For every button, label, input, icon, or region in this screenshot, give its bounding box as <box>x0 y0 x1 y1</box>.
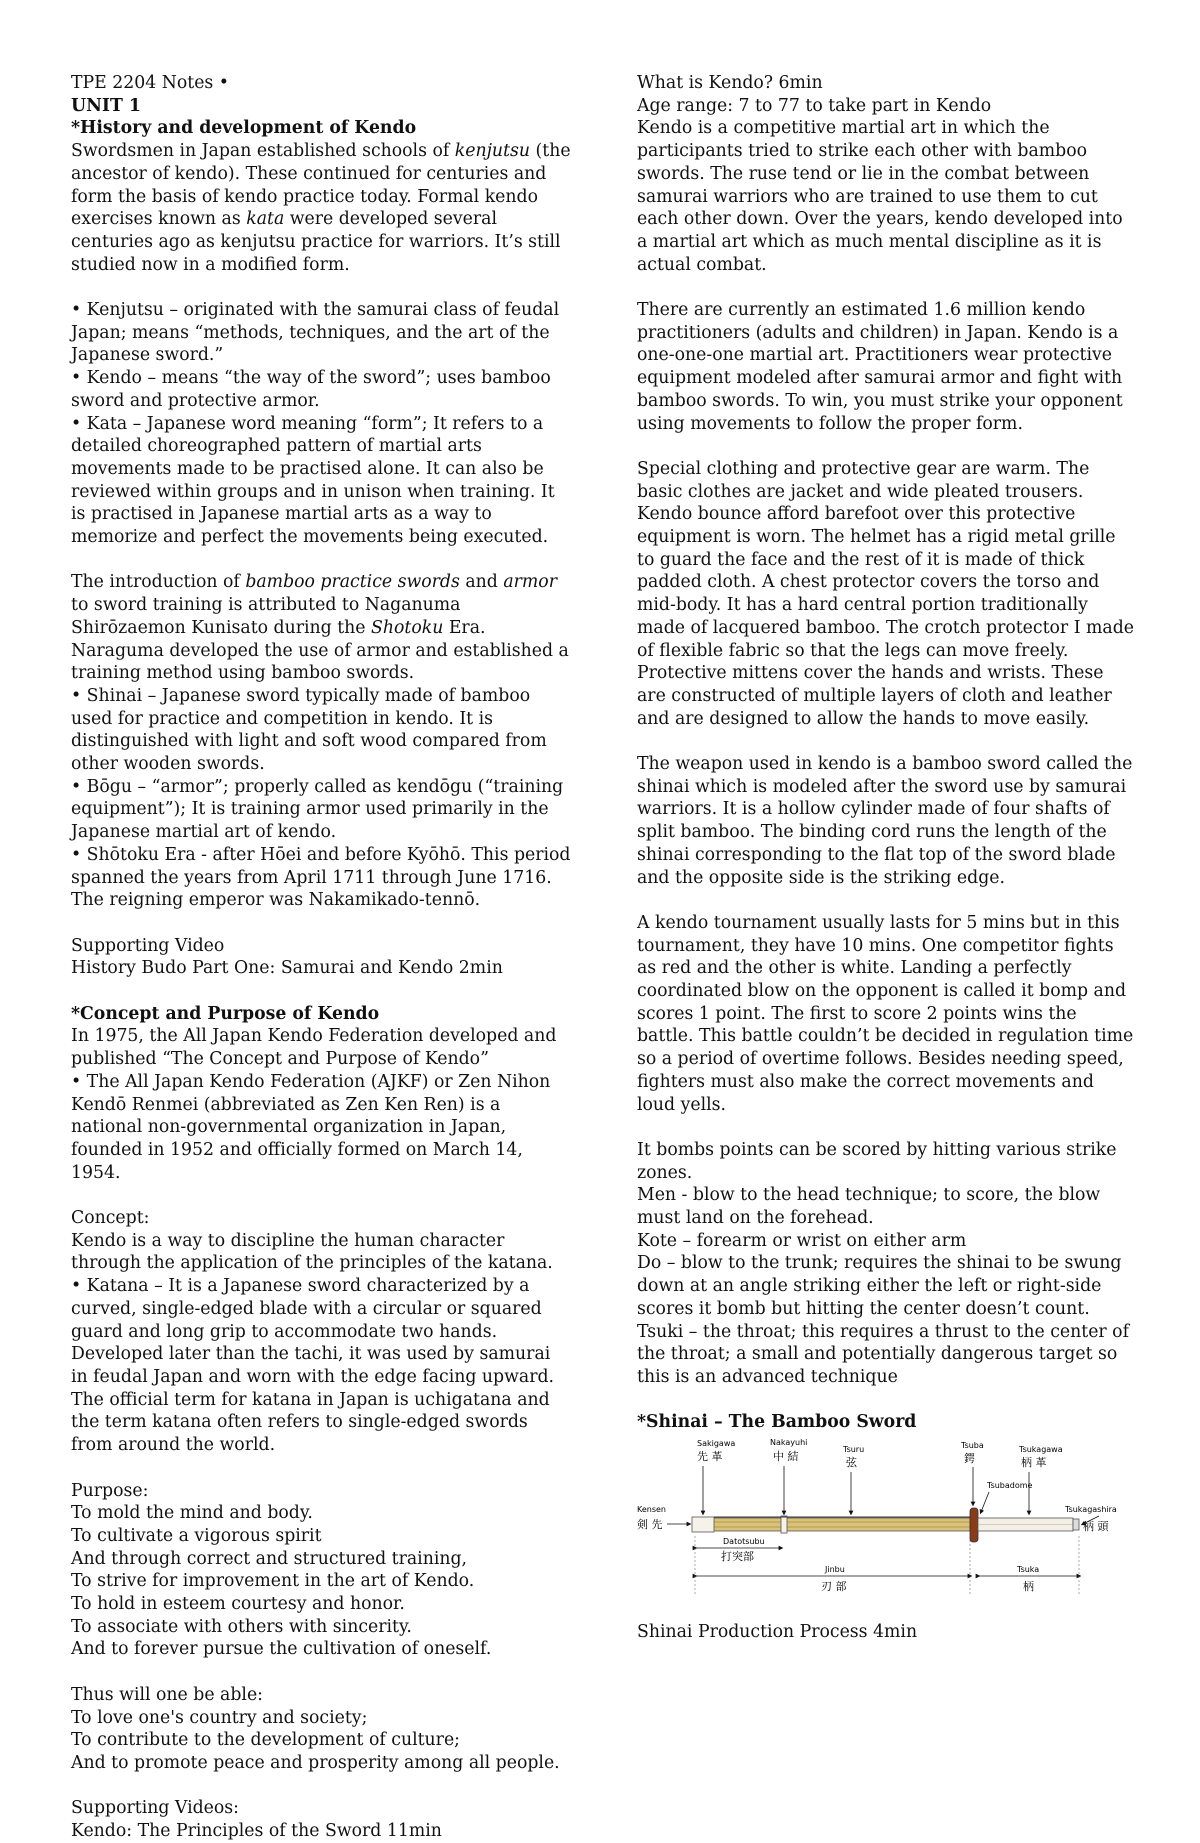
katana-bullet: • Katana – It is a Japanese sword characterized by a curved, single-edged blade with a circular or squared guard and long grip to accommodate two hands. Developed later than the tachi, it was used by samurai in feudal Japan and worn with the edge facing upward. The official term for katana in Japan is uchigatana and the term katana often refers to single-edged swords from around the world. <box>71 1276 555 1456</box>
purpose-line: To mold the mind and body. <box>71 1503 313 1524</box>
label-sakigawa-kanji: 先 革 <box>697 1450 723 1464</box>
sakigawa-tip <box>692 1517 714 1532</box>
purpose-line: To hold in esteem courtesy and honor. <box>71 1594 405 1615</box>
supporting-videos-title: Kendo: The Principles of the Sword 11min <box>71 1821 442 1842</box>
nakayuhi-binding <box>781 1516 787 1533</box>
label-tsuka: Tsuka <box>1017 1565 1040 1575</box>
label-jinbu-kanji: 刃 部 <box>821 1580 847 1594</box>
label-tsukagawa-kanji: 柄 革 <box>1021 1456 1047 1470</box>
supporting-video-title: History Budo Part One: Samurai and Kendo 2min <box>71 958 503 979</box>
label-tsukagashira: Tsukagashira <box>1065 1505 1117 1515</box>
unit-heading: UNIT 1 <box>71 95 141 116</box>
purpose-line: And to forever pursue the cultivation of oneself. <box>71 1639 492 1660</box>
label-datotsubu: Datotsubu <box>723 1537 765 1547</box>
strike-zone-do: Do – blow to the trunk; requires the shinai to be swung down at an angle striking either the left or right-side scores it bomb but hitting the center doesn’t count. <box>637 1253 1122 1319</box>
thus-line: To contribute to the development of culture; <box>71 1730 460 1751</box>
history-paragraph-2: The introduction of bamboo practice swords and armor to sword training is attributed to Naganuma Shirōzaemon Kunisato during the Shotoku Era. Naraguma developed the use of armor and established a training method using bamboo swords. <box>71 572 569 684</box>
thus-line: To love one's country and society; <box>71 1707 368 1728</box>
left-column <box>71 72 571 1843</box>
notes-header: TPE 2204 Notes • <box>71 73 229 93</box>
kata-bullet: • Kata – Japanese word meaning “form”; It refers to a detailed choreographed pattern of martial arts movements made to be practised alone. It can also be reviewed within groups and in unison when training. It is practised in Japanese martial arts as a way to memorize and perfect the movements being executed. <box>71 413 555 548</box>
label-tsukagashira-kanji: 柄 頭 <box>1083 1520 1109 1534</box>
purpose-label: Purpose: <box>71 1480 149 1501</box>
kendo-paragraph-1: Kendo is a competitive martial art in which the participants tried to strike each other with bamboo swords. The ruse tend or lie in the combat between samurai warriors who are trained to use them to cut each other down. Over the years, kendo developed into a martial art which as much mental discipline as it is actual combat. <box>637 118 1123 275</box>
ajkf-bullet: • The All Japan Kendo Federation (AJKF) or Zen Nihon Kendō Renmei (abbreviated as Zen Ken Ren) is a national non-governmental organization in Japan, founded in 1952 and officially formed on March 14, 1954. <box>71 1071 551 1183</box>
label-tsuka-kanji: 柄 <box>1023 1580 1034 1594</box>
concept-label: Concept: <box>71 1208 150 1229</box>
shinai-diagram <box>637 1436 1117 1606</box>
concept-paragraph: In 1975, the All Japan Kendo Federation developed and published “The Concept and Purpose of Kendo” <box>71 1026 557 1070</box>
label-nakayuhi: Nakayuhi <box>770 1438 808 1448</box>
label-datotsubu-kanji: 打突部 <box>721 1550 754 1564</box>
label-jinbu: Jinbu <box>825 1565 845 1575</box>
kendo-paragraph-4: The weapon used in kendo is a bamboo sword called the shinai which is modeled after the sword use by samurai warriors. It is a hollow cylinder made of four shafts of split bamboo. The binding cord runs the length of the shinai corresponding to the flat top of the sword blade and the opposite side is the striking edge. <box>637 754 1133 888</box>
history-heading: *History and development of Kendo <box>71 118 417 139</box>
purpose-line: To associate with others with sincerity. <box>71 1616 412 1637</box>
purpose-line: To cultivate a vigorous spirit <box>71 1525 322 1546</box>
label-kensen: Kensen <box>637 1505 666 1515</box>
label-tsuru-kanji: 弦 <box>846 1456 857 1470</box>
label-tsuba-kanji: 鍔 <box>964 1452 975 1466</box>
tsukagashira-cap <box>1073 1519 1079 1530</box>
kendo-paragraph-2: There are currently an estimated 1.6 million kendo practitioners (adults and children) in Japan. Kendo is a one-one-one martial art. Practitioners wear protective equipment modeled after samurai armor and fight with bamboo swords. To win, you must strike your opponent using movements to follow the proper form. <box>637 300 1123 434</box>
shinai-heading: *Shinai – The Bamboo Sword <box>637 1412 917 1433</box>
purpose-line: And through correct and structured training, <box>71 1548 468 1569</box>
label-nakayuhi-kanji: 中 結 <box>773 1450 799 1464</box>
kendo-bullet: • Kendo – means “the way of the sword”; uses bamboo sword and protective armor. <box>71 368 551 411</box>
label-tsuba: Tsuba <box>961 1441 984 1451</box>
what-is-kendo-title: What is Kendo? 6min <box>637 73 823 93</box>
label-sakigawa: Sakigawa <box>697 1439 736 1449</box>
shotoku-bullet: • Shōtoku Era - after Hōei and before Kyōhō. This period spanned the years from April 1711 through June 1716. The reigning emperor was Nakamikado-tennō. <box>71 844 571 911</box>
shinai-production-video: Shinai Production Process 4min <box>637 1621 918 1642</box>
thus-line: And to promote peace and prosperity among all people. <box>71 1752 560 1773</box>
tsuba-guard <box>970 1508 978 1542</box>
kendo-paragraph-5: A kendo tournament usually lasts for 5 mins but in this tournament, they have 10 mins. One competitor fights as red and the other is white. Landing a perfectly coordinated blow on the opponent is called it bomp and scores 1 point. The first to score 2 points wins the battle. This battle couldn’t be decided in regulation time so a period of overtime follows. Besides needing speed, fighters must also make the correct movements and loud yells. <box>637 912 1134 1115</box>
pointer-tsubadome <box>981 1492 989 1512</box>
kendo-paragraph-3: Special clothing and protective gear are warm. The basic clothes are jacket and wide pleated trousers. Kendo bounce afford barefoot over this protective equipment is worn. The helmet has a rigid metal grille to guard the face and the rest of it is made of thick padded cloth. A chest protector covers the torso and mid-body. It has a hard central portion traditionally made of lacquered bamboo. The crotch protector I made of flexible fabric so that the legs can move freely. Protective mittens cover the hands and wrists. These are constructed of multiple layers of cloth and leather and are designed to allow the hands to move easily. <box>637 458 1134 729</box>
supporting-video-label: Supporting Video <box>71 935 225 956</box>
label-tsubadome: Tsubadome <box>987 1481 1033 1491</box>
bogu-bullet: • Bōgu – “armor”; properly called as kendōgu (“training equipment”); It is training armor used primarily in the Japanese martial art of kendo. <box>71 776 564 843</box>
concept-text: Kendo is a way to discipline the human character through the application of the principles of the katana. <box>71 1230 553 1274</box>
right-column <box>637 72 1137 1644</box>
strike-zones-intro: It bombs points can be scored by hitting various strike zones. <box>637 1139 1117 1183</box>
concept-heading: *Concept and Purpose of Kendo <box>71 1003 380 1024</box>
label-kensen-kanji: 剣 先 <box>637 1518 663 1532</box>
strike-zone-men: Men - blow to the head technique; to score, the blow must land on the forehead. <box>637 1185 1101 1229</box>
history-paragraph-1: Swordsmen in Japan established schools of kenjutsu (the ancestor of kendo). These continued for centuries and form the basis of kendo practice today. Formal kendo exercises known as kata were developed several centuries ago as kenjutsu practice for warriors. It’s still studied now in a modified form. <box>71 141 571 275</box>
shinai-bullet: • Shinai – Japanese sword typically made of bamboo used for practice and competition in kendo. It is distinguished with light and soft wood compared from other wooden swords. <box>71 685 547 775</box>
strike-zone-tsuki: Tsuki – the throat; this requires a thrust to the center of the throat; a small and potentially dangerous target so this is an advanced technique <box>637 1321 1129 1387</box>
label-tsukagawa: Tsukagawa <box>1019 1445 1063 1455</box>
strike-zone-kote: Kote – forearm or wrist on either arm <box>637 1230 967 1251</box>
thus-line: Thus will one be able: <box>71 1684 263 1705</box>
shinai-blade <box>695 1518 970 1531</box>
supporting-videos-label: Supporting Videos: <box>71 1798 240 1819</box>
kenjutsu-bullet: • Kenjutsu – originated with the samurai class of feudal Japan; means “methods, techniques, and the art of the Japanese sword.” <box>71 300 560 366</box>
age-range: Age range: 7 to 77 to take part in Kendo <box>637 95 992 116</box>
purpose-line: To strive for improvement in the art of Kendo. <box>71 1571 475 1592</box>
label-tsuru: Tsuru <box>843 1445 865 1455</box>
